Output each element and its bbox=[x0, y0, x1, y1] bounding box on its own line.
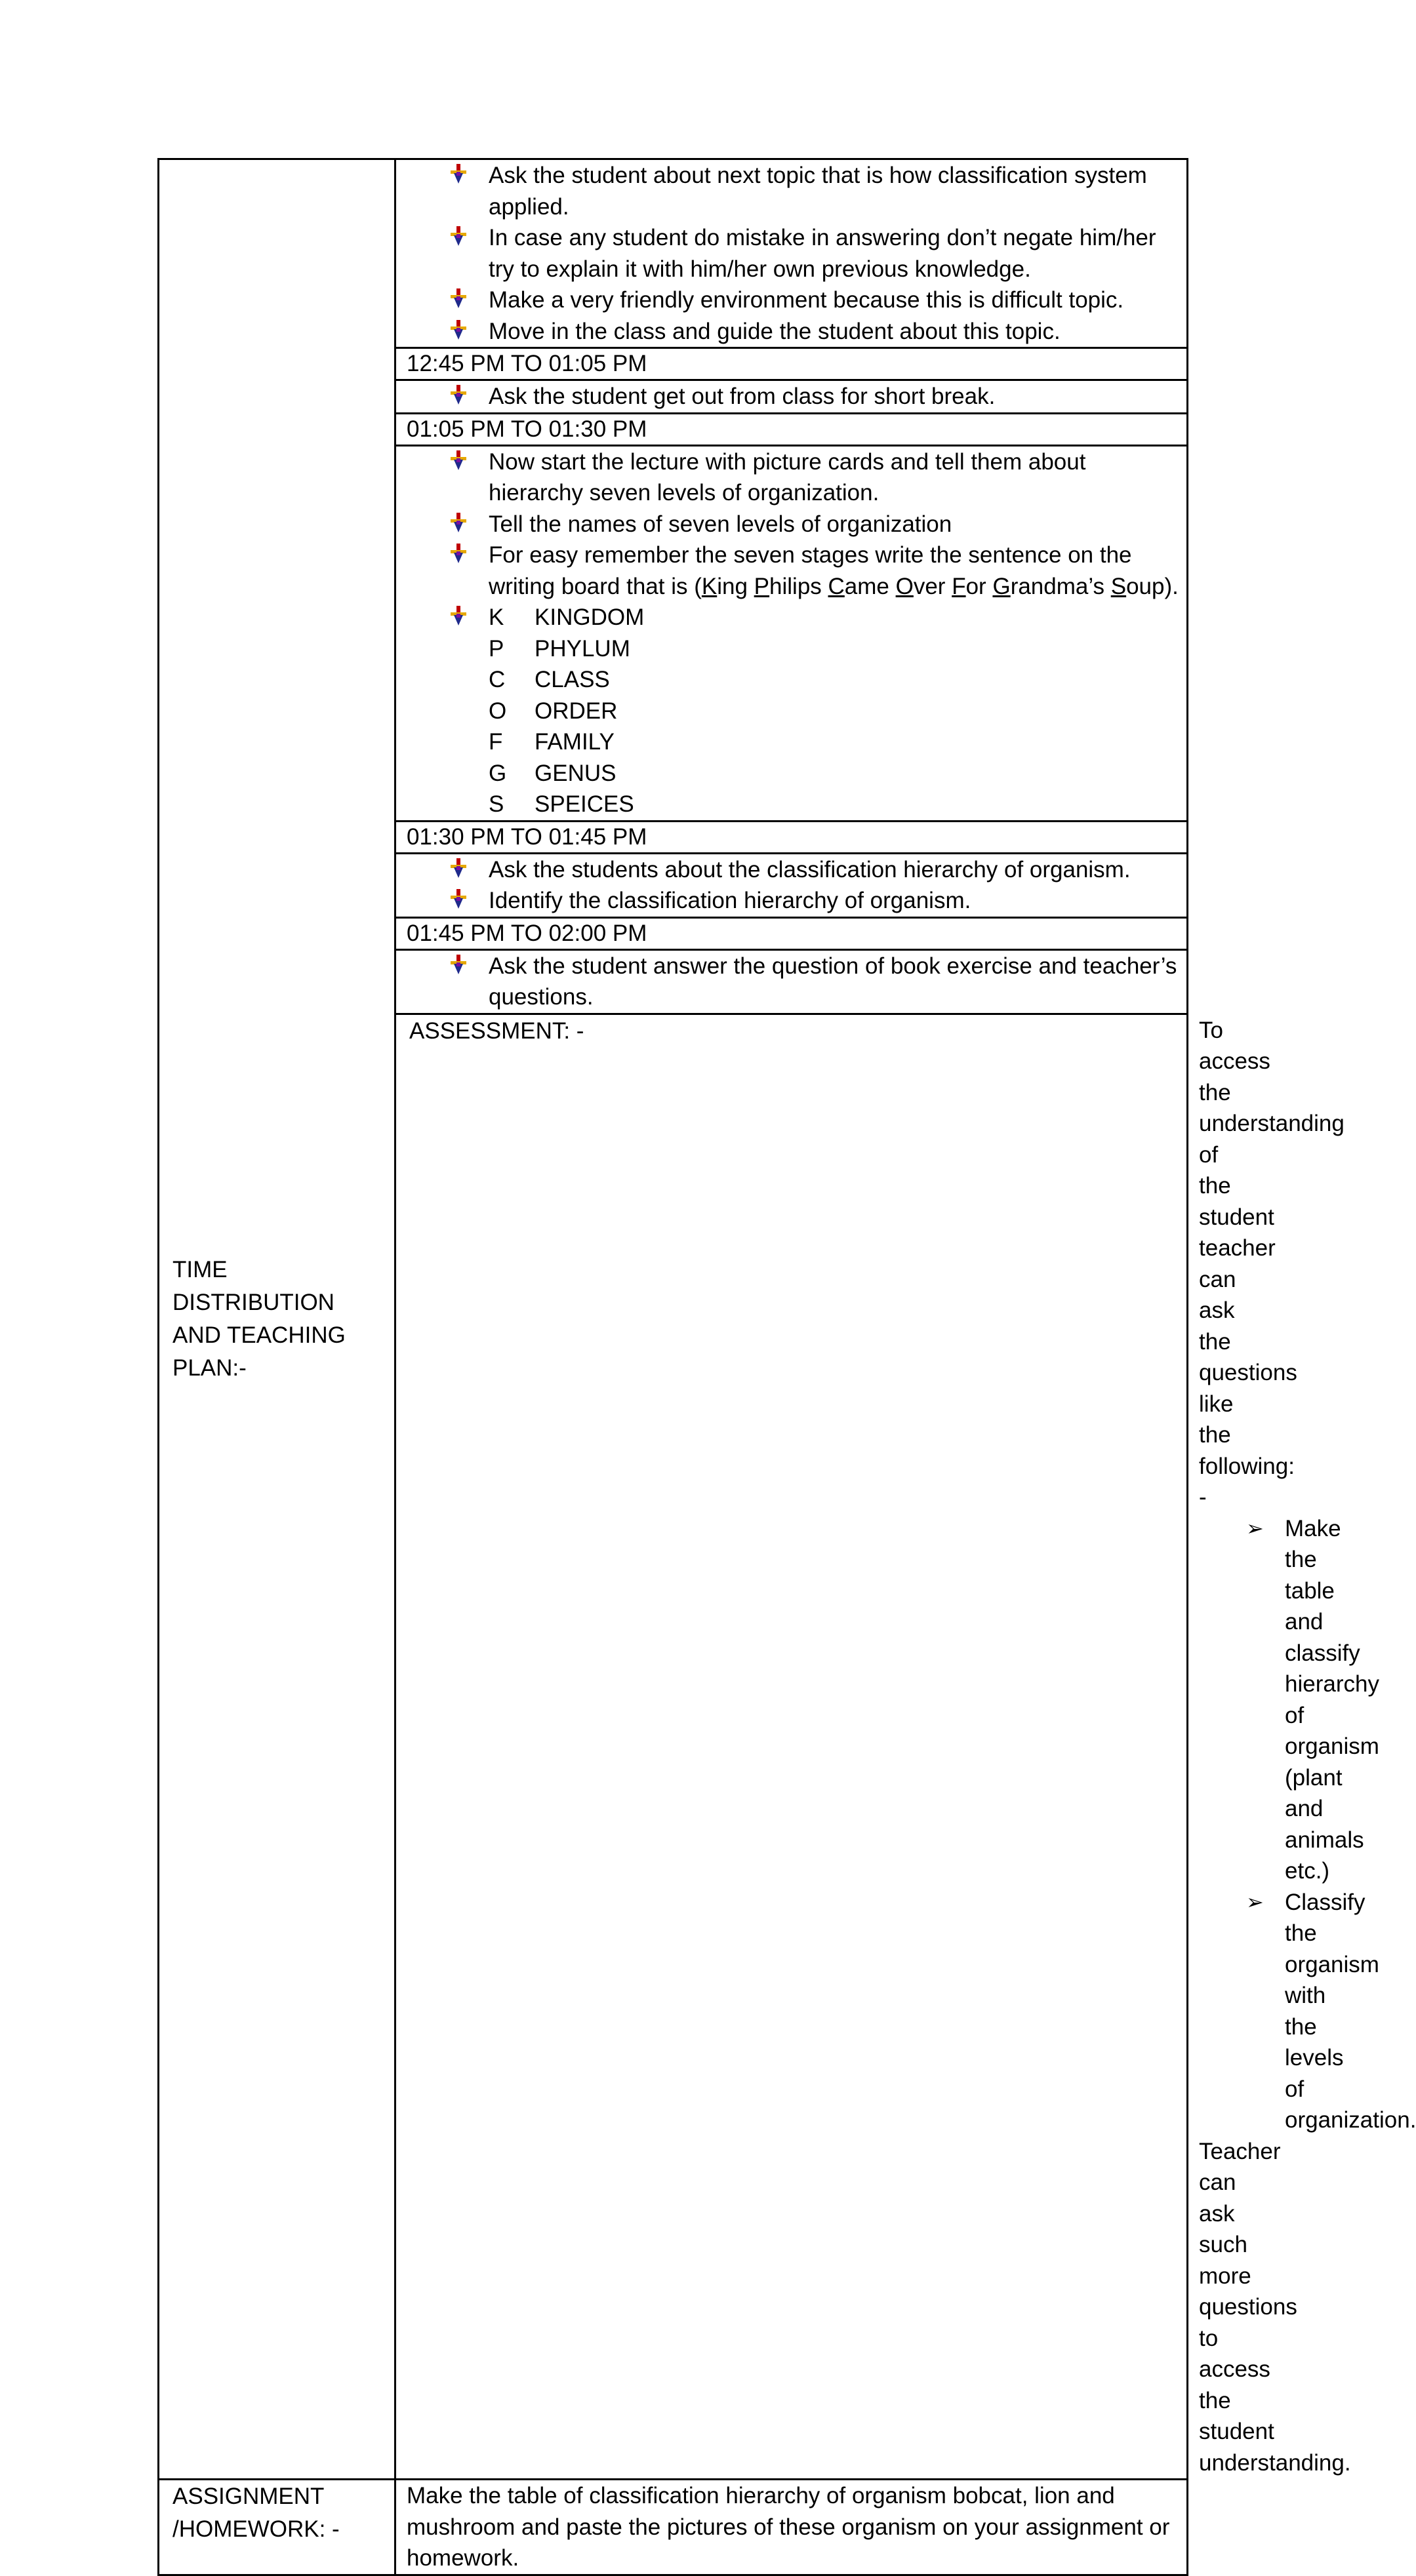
level-row: G GENUS bbox=[489, 760, 617, 786]
block4-cell bbox=[395, 853, 1188, 917]
list-item: ➢ Classify the organism with the levels of organization. bbox=[1199, 1887, 1293, 2136]
arrow-bullet-icon bbox=[449, 288, 468, 308]
assessment-label-cell bbox=[395, 1014, 1188, 2480]
time-slot-4: 01:45 PM TO 02:00 PM bbox=[395, 917, 1188, 949]
list-item: Ask the student get out from class for short break. bbox=[407, 381, 1186, 412]
lesson-plan-table bbox=[157, 158, 1416, 2576]
chevron-right-icon: ➢ bbox=[1246, 1890, 1264, 1914]
assignment-text: Make the table of classification hierarchy of organism bobcat, lion and mushroom and paste the pictures of these organism on your assignment or homework. bbox=[407, 2483, 1170, 2571]
arrow-bullet-icon bbox=[449, 955, 468, 974]
list-item: Ask the student answer the question of book exercise and teacher’s questions. bbox=[407, 951, 1186, 1013]
block5-cell bbox=[395, 949, 1188, 1014]
list-item: In case any student do mistake in answering don’t negate him/her try to explain it with him/her own previous knowledge. bbox=[407, 222, 1186, 285]
assignment-row bbox=[159, 2480, 1188, 2575]
level-row: S SPEICES bbox=[489, 791, 634, 817]
block2-cell bbox=[395, 380, 1188, 414]
time-slot-1: 12:45 PM TO 01:05 PM bbox=[395, 348, 1188, 380]
time-plan-label-cell bbox=[159, 159, 395, 2480]
assignment-label-cell bbox=[159, 2480, 395, 2575]
time-slot-2: 01:05 PM TO 01:30 PM bbox=[395, 413, 1188, 445]
list-item: ➢ Make the table and classify hierarchy of organism (plant and animals etc.) bbox=[1199, 1513, 1293, 1887]
list-item: Make a very friendly environment because this is difficult topic. bbox=[407, 285, 1186, 316]
assessment-outro: Teacher can ask such more questions to access the student understanding. bbox=[1199, 2138, 1351, 2476]
arrow-bullet-icon bbox=[449, 889, 468, 909]
arrow-bullet-icon bbox=[449, 226, 468, 246]
assessment-intro: To access the understanding of the student teacher can ask the questions like the following: - bbox=[1199, 1017, 1345, 1510]
arrow-bullet-icon bbox=[449, 164, 468, 184]
time-slot-3: 01:30 PM TO 01:45 PM bbox=[395, 821, 1188, 853]
assignment-label-line-1: ASSIGNMENT bbox=[172, 2484, 325, 2509]
arrow-bullet-icon bbox=[449, 320, 468, 340]
block1-row bbox=[159, 159, 1188, 348]
list-item: Tell the names of seven levels of organization bbox=[407, 509, 1186, 540]
block1-cell bbox=[395, 159, 1188, 348]
time-plan-label-line-3: PLAN:- bbox=[172, 1355, 247, 1381]
chevron-right-icon: ➢ bbox=[1246, 1516, 1264, 1540]
levels-item bbox=[407, 602, 1186, 820]
arrow-bullet-icon bbox=[449, 385, 468, 405]
list-item: Identify the classification hierarchy of organism. bbox=[407, 885, 1186, 917]
arrow-bullet-icon bbox=[449, 513, 468, 532]
time-plan-label-line-2: AND TEACHING bbox=[172, 1322, 346, 1348]
arrow-bullet-icon bbox=[449, 858, 468, 878]
level-row: C CLASS bbox=[489, 667, 610, 692]
level-row: P PHYLUM bbox=[489, 635, 630, 662]
assignment-cell bbox=[395, 2480, 1188, 2575]
arrow-bullet-icon bbox=[449, 606, 468, 625]
assignment-label-line-2: /HOMEWORK: - bbox=[172, 2516, 340, 2542]
level-row: K KINGDOM bbox=[489, 604, 645, 630]
list-item: Ask the student about next topic that is how classification system applied. bbox=[407, 160, 1186, 222]
mnemonic-item: For easy remember the seven stages write the sentence on the writing board that is (King Philips Came Over For Grandma’s Soup). bbox=[407, 540, 1186, 602]
list-item: Move in the class and guide the student about this topic. bbox=[407, 316, 1186, 347]
level-row: O ORDER bbox=[489, 698, 618, 724]
level-row: F FAMILY bbox=[489, 729, 615, 755]
list-item: Now start the lecture with picture cards and tell them about hierarchy seven levels of organization. bbox=[407, 446, 1186, 509]
block3-cell bbox=[395, 445, 1188, 821]
time-plan-label-line-1: TIME DISTRIBUTION bbox=[172, 1257, 334, 1315]
arrow-bullet-icon bbox=[449, 450, 468, 470]
arrow-bullet-icon bbox=[449, 544, 468, 563]
list-item: Ask the students about the classification hierarchy of organism. bbox=[407, 854, 1186, 886]
assessment-label: ASSESSMENT: - bbox=[409, 1018, 584, 1044]
